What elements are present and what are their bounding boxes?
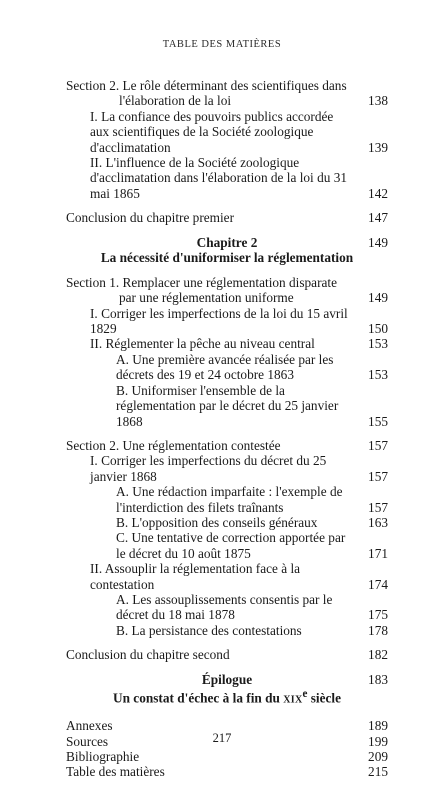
page-number: 217 bbox=[212, 731, 232, 745]
toc-entry bbox=[66, 352, 388, 383]
toc-page-number: 139 bbox=[368, 139, 388, 155]
epilogue-heading bbox=[66, 672, 388, 709]
toc-page-number: 182 bbox=[368, 647, 388, 663]
toc-entry-text: Conclusion du chapitre second bbox=[66, 647, 230, 663]
toc-page-number: 199 bbox=[368, 733, 388, 749]
toc-entry-text: Section 2. Le rôle déterminant des scientifiques dans l'élaboration de la loi bbox=[66, 78, 347, 109]
chapter-title: La nécessité d'uniformiser la réglementation bbox=[100, 250, 354, 266]
toc-page-number: 149 bbox=[368, 234, 388, 250]
toc-page-number: 183 bbox=[368, 671, 388, 687]
toc-page-number: 153 bbox=[368, 367, 388, 383]
epilogue-title: Un constat d'échec à la fin du XIXe siècle bbox=[112, 688, 342, 706]
toc-entry bbox=[66, 623, 388, 638]
century-suffix: e bbox=[302, 688, 308, 701]
toc-entry bbox=[66, 592, 388, 623]
century-numeral: XIX bbox=[283, 694, 303, 706]
toc-entry-text: Table des matières bbox=[66, 764, 165, 780]
toc-page-number: 178 bbox=[368, 622, 388, 638]
toc-entry bbox=[66, 647, 388, 662]
toc-entry bbox=[66, 336, 388, 351]
toc-entry bbox=[66, 749, 388, 764]
toc-entry bbox=[66, 764, 388, 779]
toc-entry-text: I. La confiance des pouvoirs publics accordée aux scientifiques de la Société zoologique d'acclimatation bbox=[90, 108, 334, 155]
toc-entry bbox=[66, 453, 388, 484]
toc-page-number: 138 bbox=[368, 93, 388, 109]
toc-entry-text: A. Les assouplissements consentis par le décret du 18 mai 1878 bbox=[116, 591, 333, 623]
toc-entry-text: Annexes bbox=[66, 718, 113, 734]
toc-entry bbox=[66, 275, 388, 306]
toc-page-number: 175 bbox=[368, 607, 388, 623]
toc-entry bbox=[66, 109, 388, 155]
toc-page-number: 155 bbox=[368, 413, 388, 429]
running-head: TABLE DES MATIÈRES bbox=[162, 39, 282, 50]
toc-entry bbox=[66, 515, 388, 530]
toc-entry-text: B. Uniformiser l'ensemble de la réglementation par le décret du 25 janvier 1868 bbox=[116, 382, 339, 429]
toc-entry-text: II. Assouplir la réglementation face à la contestation bbox=[90, 561, 301, 592]
toc-page-number: 157 bbox=[368, 468, 388, 484]
toc-entry bbox=[66, 484, 388, 515]
toc-entry bbox=[66, 383, 388, 429]
toc-entry bbox=[66, 210, 388, 225]
toc-page-number: 150 bbox=[368, 321, 388, 337]
toc-page-number: 153 bbox=[368, 336, 388, 352]
toc-entry-text: Bibliographie bbox=[66, 749, 140, 765]
toc-entry-text: Section 2. Une réglementation contestée bbox=[66, 437, 281, 453]
toc-page-number: 157 bbox=[368, 437, 388, 453]
toc-page-number: 174 bbox=[368, 576, 388, 592]
toc-page-number: 171 bbox=[368, 545, 388, 561]
toc-entry-text: II. L'influence de la Société zoologique d'acclimatation dans l'élaboration de la loi du 31 mai 1865 bbox=[90, 155, 347, 201]
chapter-heading bbox=[66, 235, 388, 266]
toc-page-number: 189 bbox=[368, 718, 388, 734]
toc-page-number: 142 bbox=[368, 185, 388, 201]
toc-entry-text: Section 1. Remplacer une réglementation disparate par une réglementation uniforme bbox=[66, 274, 338, 306]
toc-entry-text: A. Une rédaction imparfaite : l'exemple de l'interdiction des filets traînants bbox=[116, 484, 343, 515]
toc-page-number: 209 bbox=[368, 749, 388, 765]
toc-entry-text: Sources bbox=[66, 733, 109, 749]
toc-page-number: 163 bbox=[368, 514, 388, 530]
toc-entry-text: C. Une tentative de correction apportée par le décret du 10 août 1875 bbox=[116, 530, 346, 561]
toc-entry bbox=[66, 306, 388, 337]
toc-page-number: 147 bbox=[368, 210, 388, 226]
toc-entry bbox=[66, 561, 388, 592]
toc-page-number: 157 bbox=[368, 499, 388, 515]
toc-entry bbox=[66, 530, 388, 561]
toc-entry bbox=[66, 438, 388, 453]
chapter-label: Chapitre 2 bbox=[196, 234, 258, 250]
toc-entry-text: I. Corriger les imperfections du décret du 25 janvier 1868 bbox=[90, 453, 327, 484]
toc-page-number: 149 bbox=[368, 290, 388, 306]
toc-entry-text: B. La persistance des contestations bbox=[116, 622, 302, 638]
toc-entry-text: A. Une première avancée réalisée par les décrets des 19 et 24 octobre 1863 bbox=[116, 351, 334, 383]
epilogue-label: Épilogue bbox=[201, 671, 253, 687]
toc-entry-text: Conclusion du chapitre premier bbox=[66, 210, 235, 226]
table-of-contents bbox=[66, 78, 388, 780]
toc-entry bbox=[66, 155, 388, 201]
toc-page-number: 215 bbox=[368, 764, 388, 780]
toc-entry-text: B. L'opposition des conseils généraux bbox=[116, 514, 318, 530]
toc-entry-text: II. Réglementer la pêche au niveau central bbox=[90, 336, 315, 352]
toc-entry bbox=[66, 78, 388, 109]
toc-entry-text: I. Corriger les imperfections de la loi du 15 avril 1829 bbox=[90, 305, 348, 337]
